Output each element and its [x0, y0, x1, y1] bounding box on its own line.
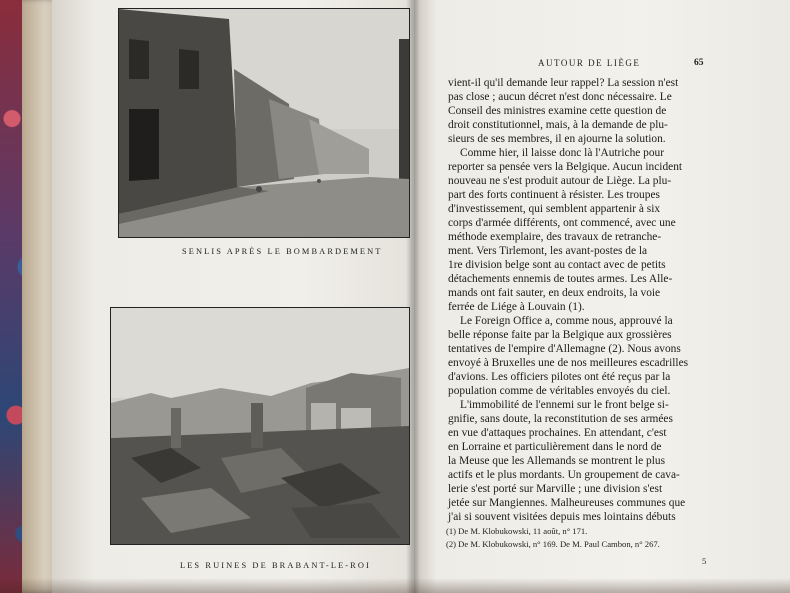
text-line: détachements ennemis de toutes armes. Les Alle- — [448, 273, 673, 285]
text-line: d'investissement, qui semblent appartenir à six — [448, 203, 661, 215]
text-line: en Lorraine et particulièrement dans le nord de — [448, 441, 662, 453]
text-line: Conseil des ministres examine cette question de — [448, 105, 667, 117]
text-line: L'immobilité de l'ennemi sur le front belge si- — [460, 399, 669, 411]
text-line: nouveau ne s'est produit autour de Liège. La plu- — [448, 175, 672, 187]
table-surface — [0, 578, 790, 593]
text-line: sieurs de ses membres, il en ajourne la solution. — [448, 133, 666, 145]
text-line: actifs et le plus mordants. Un groupement de cava- — [448, 469, 680, 481]
text-line: gnifie, sans doute, la reconstitution de ses armées — [448, 413, 673, 425]
text-line: mands ont fait sauter, en deux endroits, la voie — [448, 287, 661, 299]
photo-senlis-street — [118, 8, 410, 238]
text-line: Le Foreign Office a, comme nous, approuvé la — [460, 315, 673, 327]
street-photo-illustration — [119, 9, 409, 237]
text-line: lerie s'est porté sur Marville ; une division s'est — [448, 483, 663, 495]
photo-brabant-ruins — [110, 307, 410, 545]
ruins-photo-illustration — [111, 308, 409, 544]
text-line: ferrée de Liége à Louvain (1). — [448, 301, 585, 313]
text-line: j'ai si souvent visitées depuis mes lointains débuts — [448, 511, 676, 523]
text-line: vient-il qu'il demande leur rappel? La session n'est — [448, 77, 679, 89]
photo-caption-brabant: LES RUINES DE BRABANT-LE-ROI — [180, 561, 371, 570]
text-line: corps d'armée différents, ont commencé, avec une — [448, 217, 676, 229]
text-line: méthode exemplaire, des travaux de retranche- — [448, 231, 662, 243]
text-line: droit constitutionnel, mais, à la demande de plu- — [448, 119, 668, 131]
photo-caption-senlis: SENLIS APRÈS LE BOMBARDEMENT — [182, 247, 383, 256]
text-line: pas close ; aucun décret n'est donc nécessaire. Le — [448, 91, 672, 103]
footnote-1: (1) De M. Klobukowski, 11 août, n° 171. — [446, 526, 588, 536]
text-line: reporter sa pensée vers la Belgique. Aucun incident — [448, 161, 683, 173]
signature-mark: 5 — [702, 556, 707, 566]
page-number: 65 — [694, 58, 704, 68]
text-line: tentatives de l'empire d'Allemagne (2). Nous avons — [448, 343, 681, 355]
text-line: la Meuse que les Allemands se montrent le plus — [448, 455, 666, 467]
footnote-2: (2) De M. Klobukowski, n° 169. De M. Paul Cambon, n° 267. — [446, 539, 660, 549]
text-line: Comme hier, il laisse donc là l'Autriche pour — [460, 147, 665, 159]
text-line: d'avions. Les officiers pilotes ont été reçus par la — [448, 371, 671, 383]
text-line: en vue d'attaques prochaines. En attendant, c'est — [448, 427, 667, 439]
text-line: envoyé à Bruxelles une de nos meilleures escadrilles — [448, 357, 689, 369]
text-line: belle réponse faite par la Belgique aux grossières — [448, 329, 672, 341]
text-line: jetée sur Mangiennes. Malheureuses communes que — [448, 497, 686, 509]
text-line: 1re division belge sont au contact avec de petits — [448, 259, 666, 271]
text-line: ment. Vers Tirlemont, les avant-postes de la — [448, 245, 648, 257]
text-line: part des forts continuent à résister. Les troupes — [448, 189, 660, 201]
text-line: population comme de véritables envoyés du ciel. — [448, 385, 671, 397]
running-head: AUTOUR DE LIÈGE — [538, 58, 641, 68]
